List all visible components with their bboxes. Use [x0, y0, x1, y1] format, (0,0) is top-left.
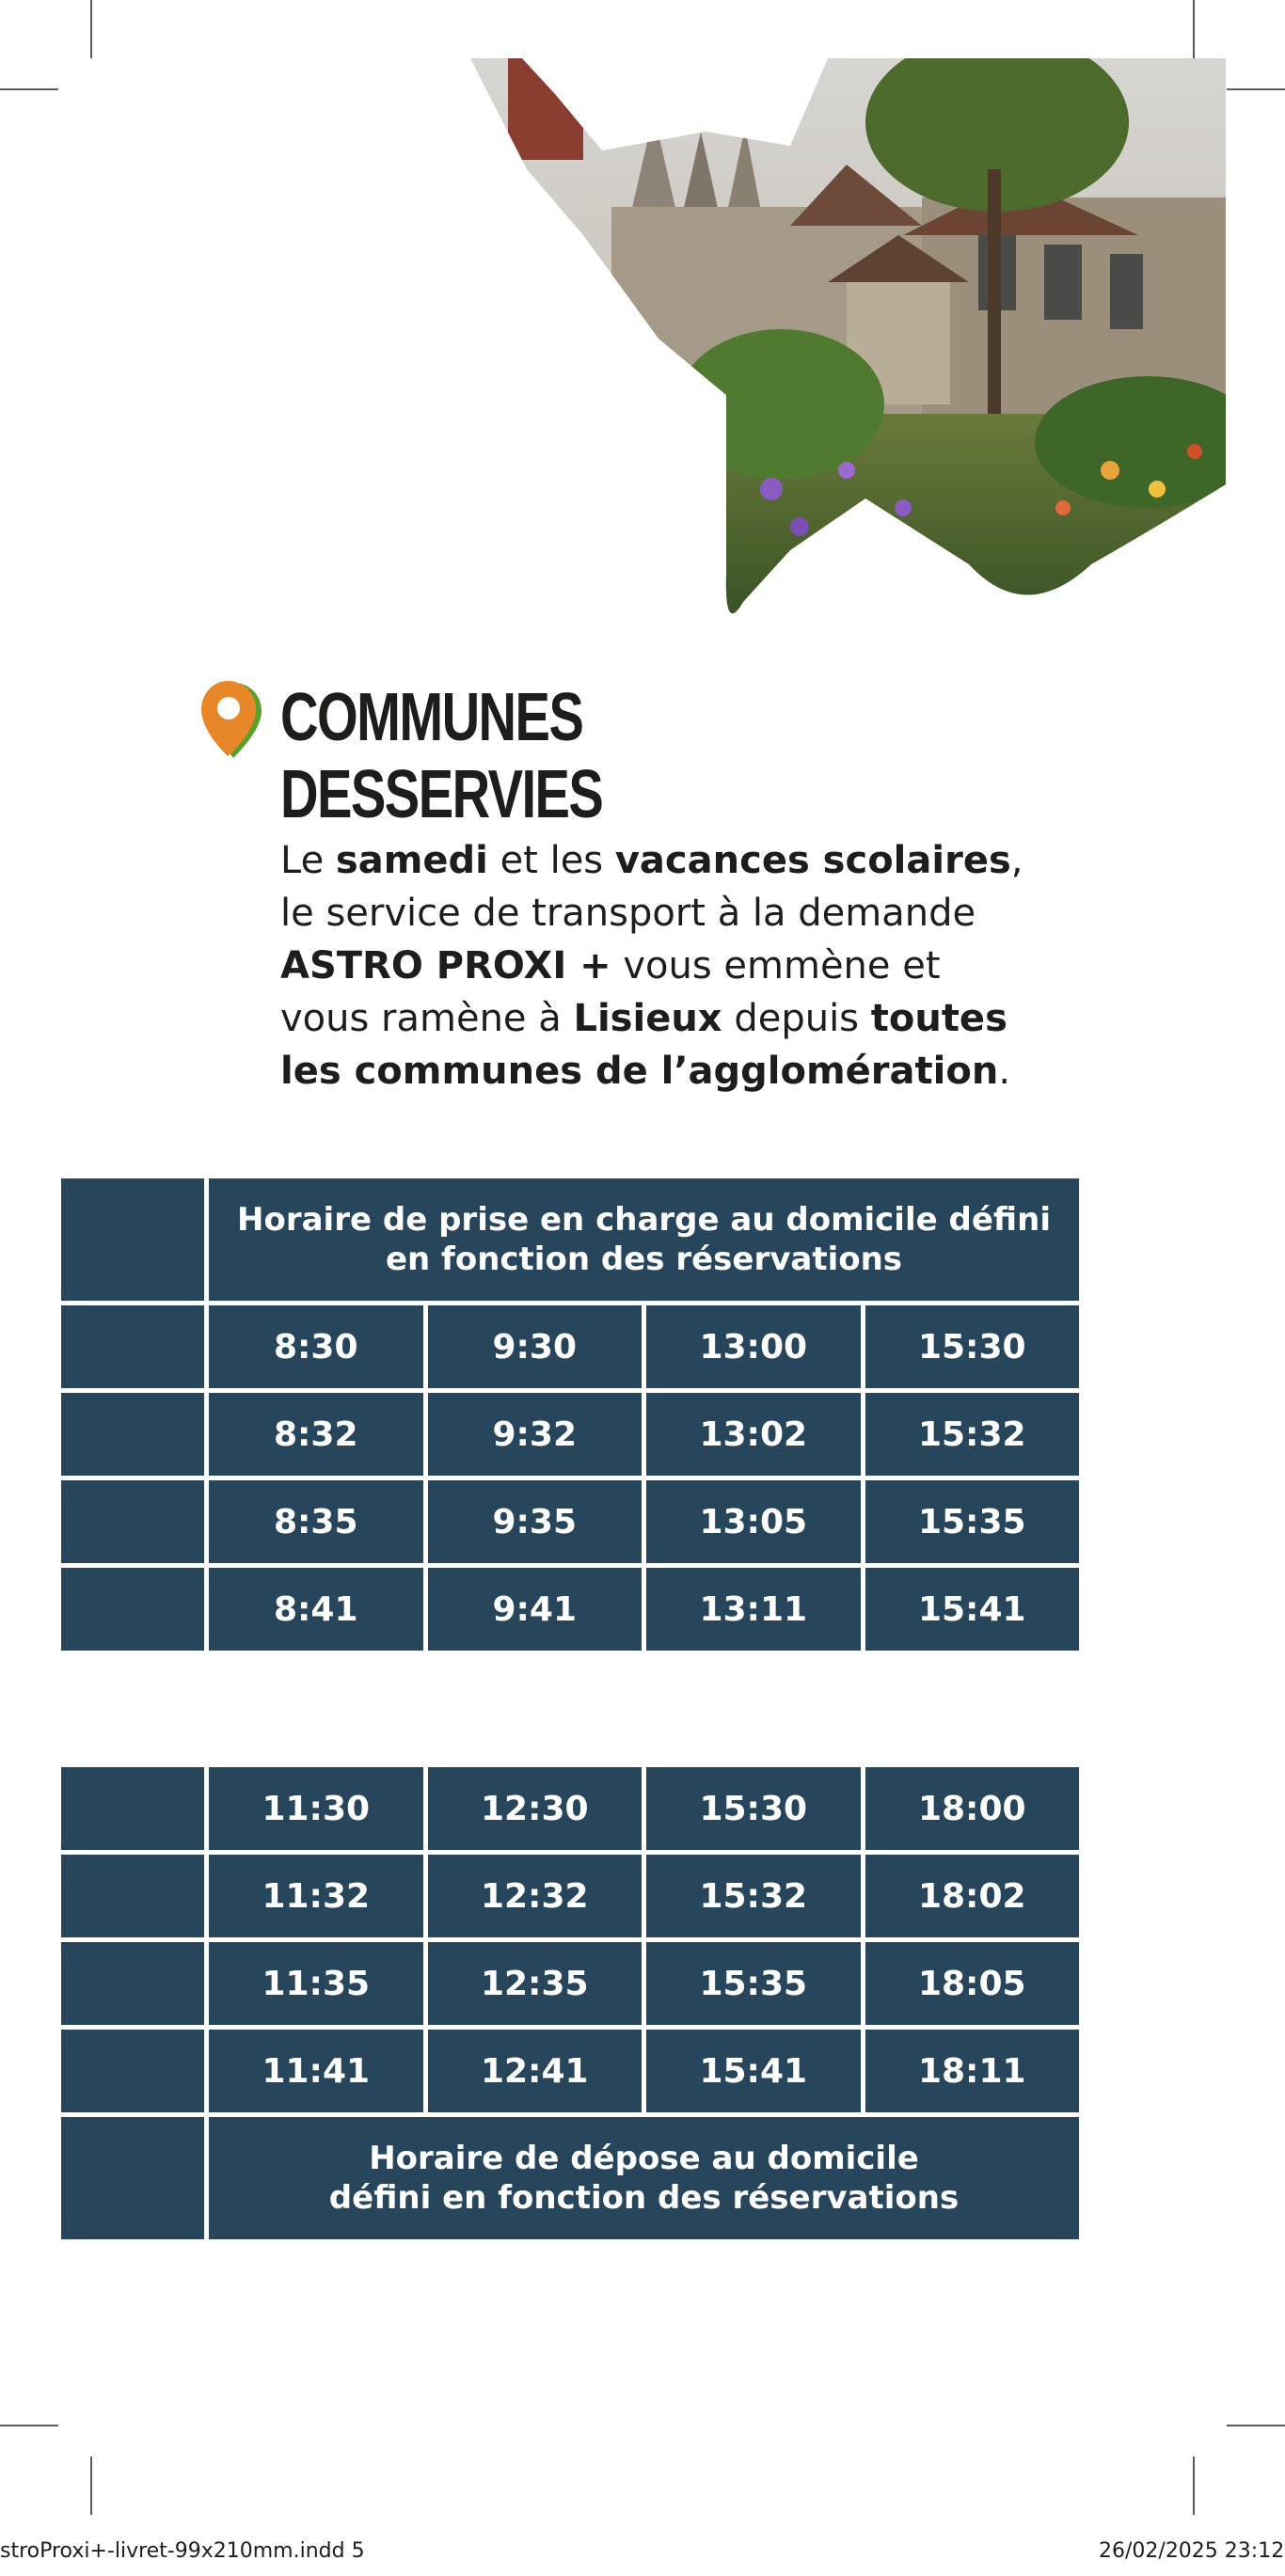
dropoff-note	[209, 2117, 1079, 2239]
time-cell: 13:05	[646, 1480, 861, 1563]
time-cell: 8:32	[209, 1393, 423, 1476]
pickup-note-line: en fonction des réservations	[385, 1241, 903, 1278]
page-title	[280, 679, 602, 833]
time-cell: 15:30	[865, 1305, 1080, 1388]
time-cell: 13:11	[646, 1568, 861, 1651]
time-cell: 12:35	[428, 1942, 642, 2025]
intro-text: vous emmène et	[611, 944, 941, 988]
stop-label-cell	[61, 1305, 204, 1388]
intro-bold: les communes de l’agglomération	[280, 1050, 999, 1093]
table-row	[61, 2117, 1079, 2239]
time-cell: 9:35	[428, 1480, 642, 1563]
time-cell: 12:32	[428, 1855, 642, 1937]
table-row	[61, 1178, 1079, 1301]
crop-mark	[90, 2457, 92, 2515]
intro-text: le service de transport à la demande	[280, 892, 976, 935]
time-cell: 15:41	[646, 2030, 861, 2112]
stop-label-cell	[61, 1178, 204, 1301]
location-pin-icon	[198, 677, 263, 762]
time-cell: 8:30	[209, 1305, 423, 1388]
intro-text: depuis	[722, 997, 871, 1040]
table-row	[61, 1568, 1079, 1651]
time-cell: 9:32	[428, 1393, 642, 1476]
intro-text: ,	[1010, 839, 1023, 882]
table-row	[61, 1305, 1079, 1388]
stop-label-cell	[61, 1480, 204, 1563]
time-cell: 18:05	[865, 1942, 1080, 2025]
intro-text: et les	[487, 839, 615, 882]
time-cell: 18:00	[865, 1767, 1080, 1850]
time-cell: 11:35	[209, 1942, 423, 2025]
dropoff-note-line: Horaire de dépose au domicile	[369, 2140, 919, 2177]
intro-bold: toutes	[870, 997, 1007, 1040]
stop-label-cell	[61, 1767, 204, 1850]
page-title-line: DESSERVIES	[280, 757, 603, 832]
intro-text: vous ramène à	[280, 997, 574, 1040]
stop-label-cell	[61, 1942, 204, 2025]
intro-paragraph	[280, 834, 1221, 1098]
time-cell: 15:32	[865, 1393, 1080, 1476]
crop-mark	[0, 2425, 58, 2426]
intro-bold: Lisieux	[573, 997, 722, 1040]
intro-bold: ASTRO PROXI +	[280, 944, 611, 988]
time-cell: 15:35	[865, 1480, 1080, 1563]
time-cell: 13:02	[646, 1393, 861, 1476]
crop-mark	[1193, 2457, 1195, 2515]
time-cell: 18:02	[865, 1855, 1080, 1937]
print-slug-file: stroProxi+-livret-99x210mm.indd 5	[0, 2539, 365, 2563]
table-row	[61, 2030, 1079, 2112]
time-cell: 15:41	[865, 1568, 1080, 1651]
time-cell: 9:41	[428, 1568, 642, 1651]
time-cell: 11:30	[209, 1767, 423, 1850]
dropoff-note-line: défini en fonction des réservations	[328, 2179, 960, 2217]
cathedral-photo	[0, 0, 1285, 640]
pickup-note	[209, 1178, 1079, 1301]
time-cell: 8:41	[209, 1568, 423, 1651]
time-cell: 9:30	[428, 1305, 642, 1388]
intro-text: .	[998, 1050, 1011, 1093]
stop-label-cell	[61, 1393, 204, 1476]
time-cell: 12:30	[428, 1767, 642, 1850]
table-row	[61, 1393, 1079, 1476]
stop-label-cell	[61, 1855, 204, 1937]
time-cell: 12:41	[428, 2030, 642, 2112]
time-cell: 11:41	[209, 2030, 423, 2112]
dropoff-schedule-table	[56, 1762, 1084, 2244]
time-cell: 18:11	[865, 2030, 1080, 2112]
stop-label-cell	[61, 1568, 204, 1651]
table-row	[61, 1767, 1079, 1850]
time-cell: 15:32	[646, 1855, 861, 1937]
intro-bold: vacances scolaires	[614, 839, 1011, 882]
table-row	[61, 1480, 1079, 1563]
time-cell: 13:00	[646, 1305, 861, 1388]
print-slug-datetime: 26/02/2025 23:12	[1099, 2539, 1285, 2563]
intro-text: Le	[280, 839, 336, 882]
stop-label-cell	[61, 2117, 204, 2239]
time-cell: 8:35	[209, 1480, 423, 1563]
time-cell: 15:30	[646, 1767, 861, 1850]
intro-bold: samedi	[335, 839, 488, 882]
stop-label-cell	[61, 2030, 204, 2112]
pickup-schedule-table	[56, 1174, 1084, 1655]
time-cell: 11:32	[209, 1855, 423, 1937]
page-title-line: COMMUNES	[280, 680, 583, 755]
table-row	[61, 1942, 1079, 2025]
pickup-note-line: Horaire de prise en charge au domicile défini	[237, 1201, 1051, 1239]
time-cell: 15:35	[646, 1942, 861, 2025]
crop-mark	[1227, 2425, 1285, 2426]
table-row	[61, 1855, 1079, 1937]
